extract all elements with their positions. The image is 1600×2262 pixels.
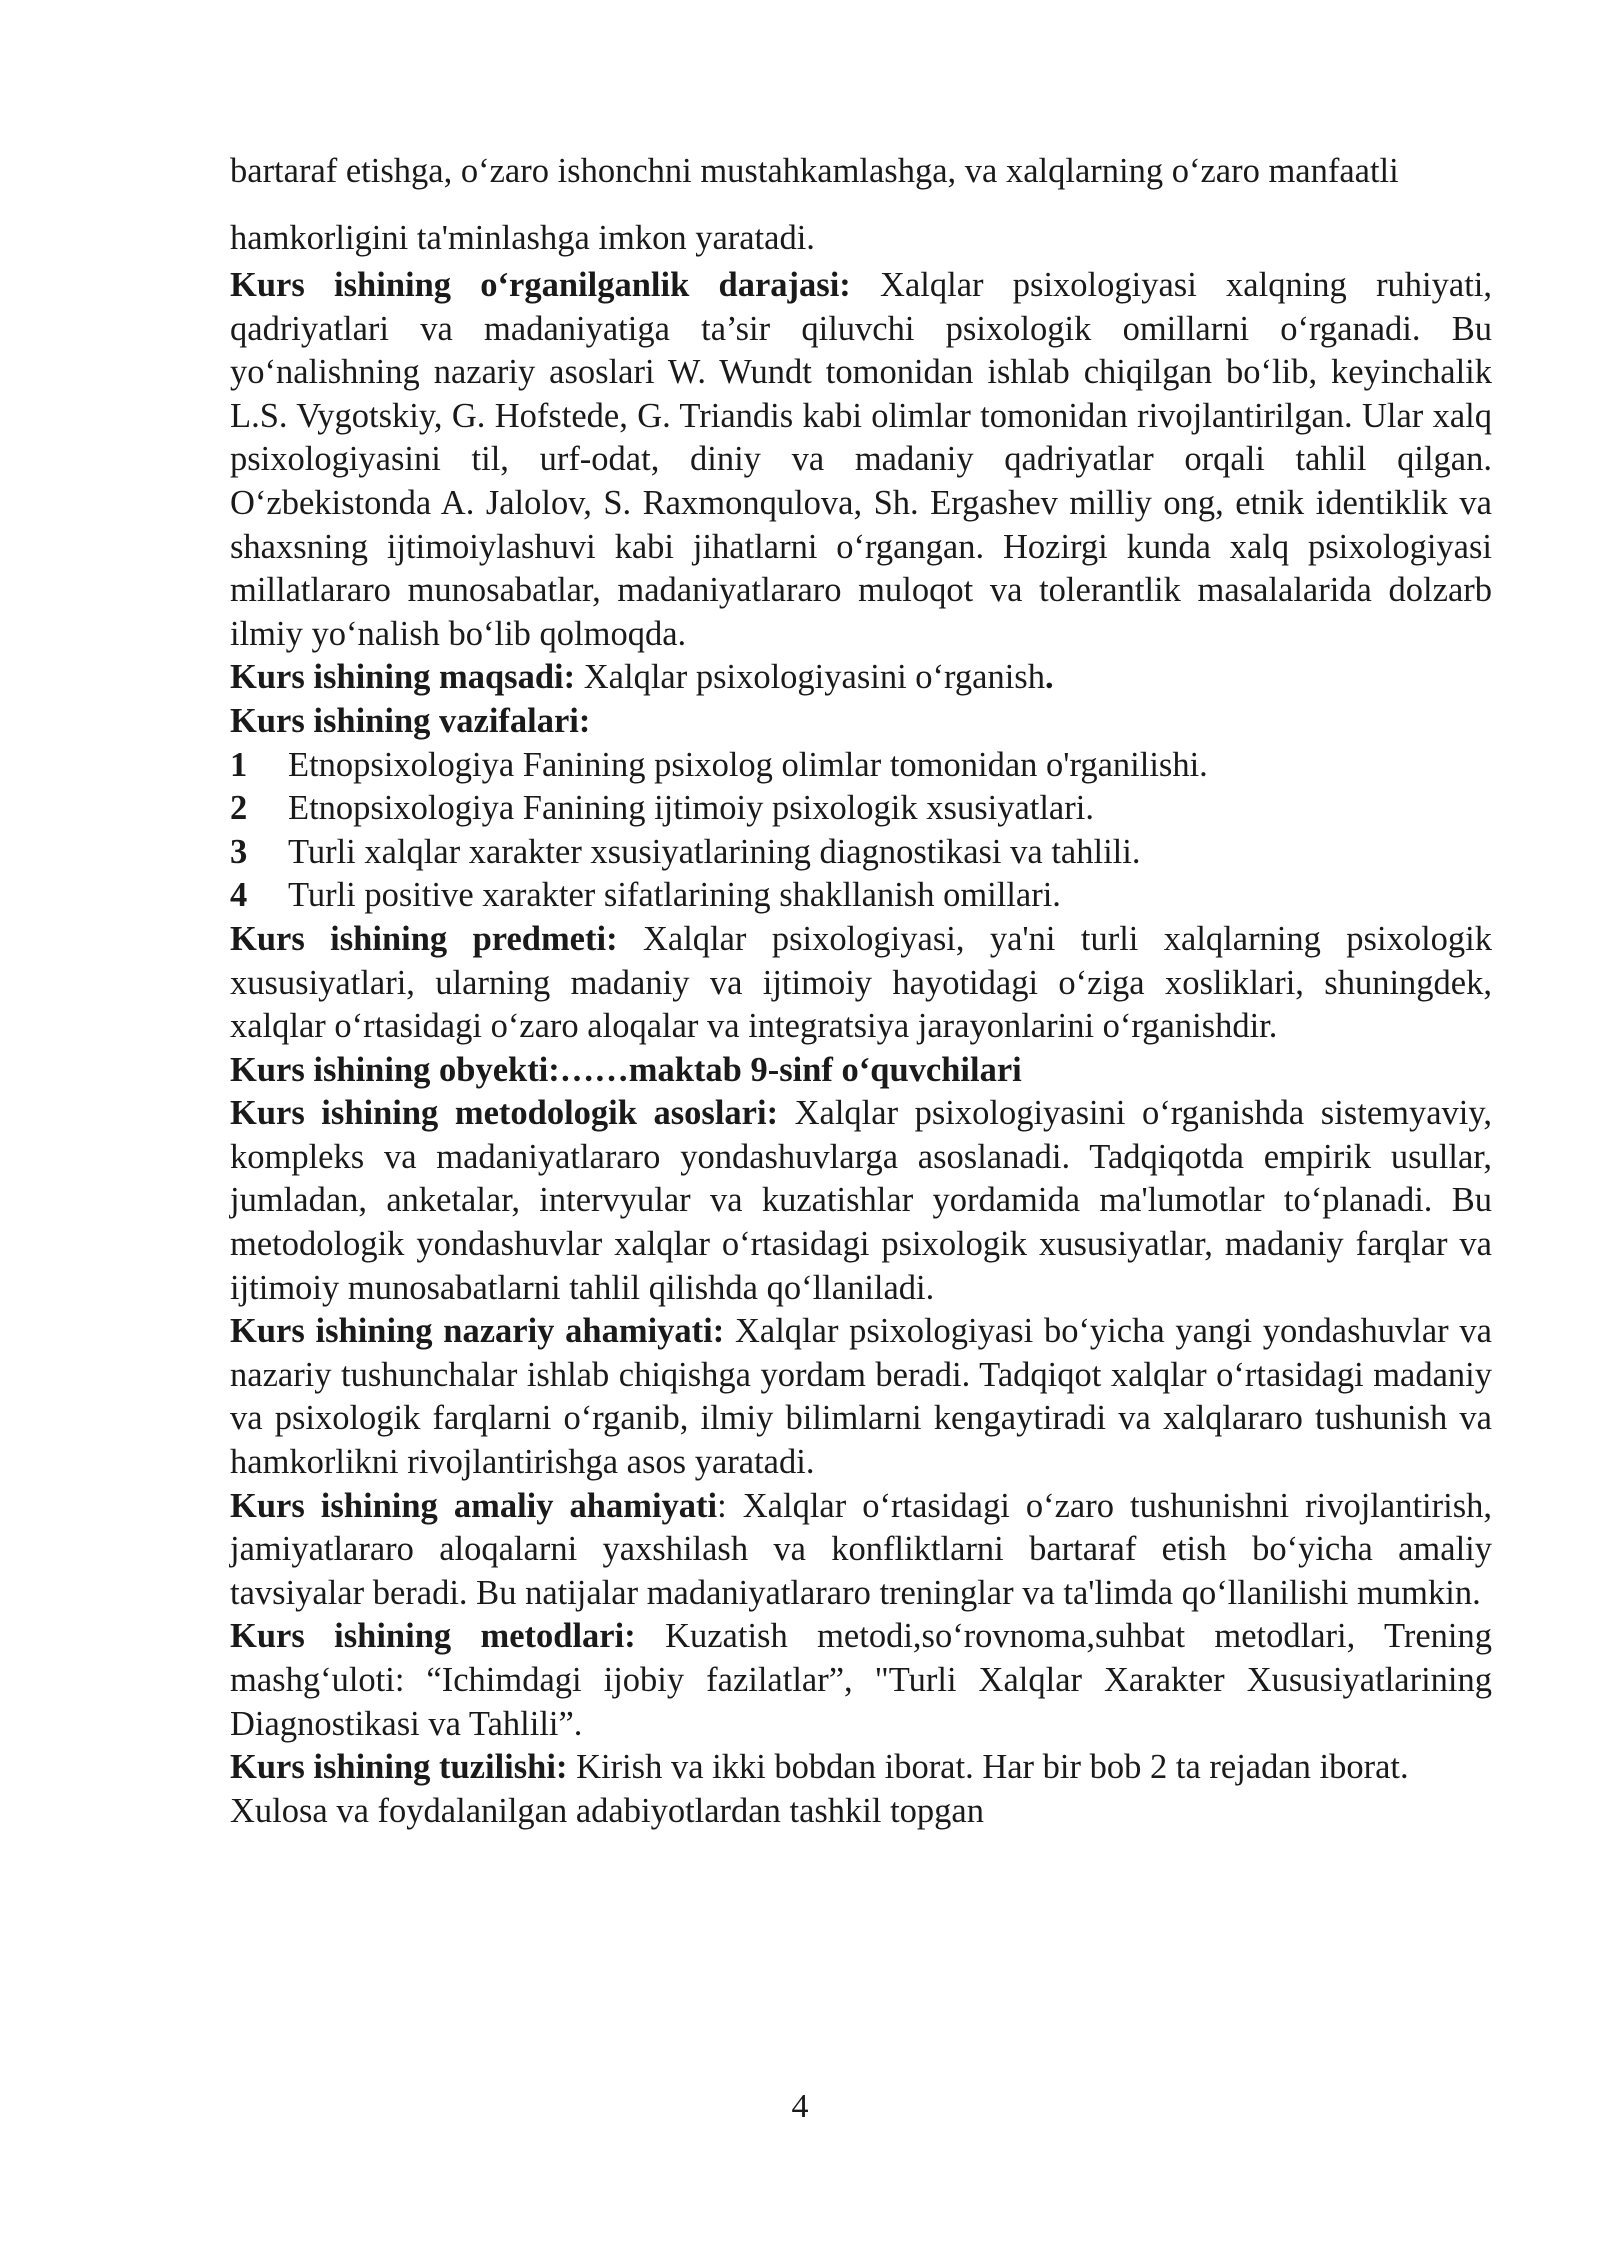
task-text: Turli positive xarakter sifatlarining shakllanish omillari. [288,876,1061,915]
maqsadi-text: Xalqlar psixologiyasini o‘rganish [575,658,1045,697]
intro-paragraph [230,138,1492,272]
obyekti-label: Kurs ishining obyekti:……maktab 9-sinf o‘quvchilari [230,1050,1022,1089]
metodlari-text: Kuzatish metodi,so‘rovnoma,suhbat metodlari, Trening mashg‘uloti: “Ichimdagi ijobiy fazilatlar”, "Turli Xalqlar Xarakter Xususiyatlarining Diagnostikasi va Tahlili”. [230,1617,1492,1743]
task-text: Etnopsixologiya Fanining psixolog olimlar tomonidan o'rganilishi. [288,745,1208,784]
amaliy-label: Kurs ishining amaliy ahamiyati [230,1486,718,1525]
tuzilishi-paragraph [230,1746,1492,1833]
tuzilishi-label: Kurs ishining tuzilishi: [230,1748,568,1787]
obyekti-paragraph [230,1049,1492,1093]
amaliy-paragraph [230,1485,1492,1616]
task-number: 1 [230,745,248,784]
nazariy-paragraph [230,1310,1492,1484]
vazifalari-heading [230,700,1492,744]
tuzilishi-text: Kirish va ikki bobdan iborat. Har bir bob 2 ta rejadan iborat. [567,1748,1409,1787]
maqsadi-end: . [1044,658,1054,697]
task-text: Etnopsixologiya Fanining ijtimoiy psixologik xsusiyatlari. [288,789,1094,828]
predmeti-text: Xalqlar psixologiyasi, ya'ni turli xalqlarning psixologik xususiyatlari, ularning madaniy va ijtimoiy hayotidagi o‘ziga xosliklari, shuningdek, xalqlar o‘rtasidagi o‘zaro aloqalar va integratsiya jarayonlarini o‘rganishdir. [230,919,1492,1046]
predmeti-paragraph [230,918,1492,1049]
nazariy-label: Kurs ishining nazariy ahamiyati: [230,1312,725,1351]
metodologik-paragraph [230,1092,1492,1310]
predmeti-label: Kurs ishining predmeti: [230,919,618,958]
organilganlik-label: Kurs ishining o‘rganilganlik darajasi: [230,266,851,304]
task-item [230,744,1492,788]
metodologik-text: Xalqlar psixologiyasini o‘rganishda sistemyaviy, kompleks va madaniyatlararo yondashuvlarga asoslanadi. Tadqiqotda empirik usullar, jumladan, anketalar, intervyular va kuzatishlar yordamida ma'lumotlar to‘planadi. Bu metodologik yondashuvlar xalqlar o‘rtasidagi psixologik xususiyatlar, madaniy farqlar va ijtimoiy munosabatlarni tahlil qilishda qo‘llaniladi. [230,1094,1492,1307]
task-text: Turli xalqlar xarakter xsusiyatlarining diagnostikasi va tahlili. [288,832,1141,871]
metodlari-paragraph [230,1615,1492,1746]
intro-line-2: hamkorligini ta'minlashga imkon yaratadi. [230,219,815,257]
task-item [230,874,1492,918]
organilganlik-paragraph [230,264,1492,656]
metodlari-label: Kurs ishining metodlari: [230,1617,636,1656]
organilganlik-text: Xalqlar psixologiyasi xalqning ruhiyati, qadriyatlari va madaniyatiga ta’sir qiluvchi psixologik omillarni o‘rganadi. Bu yo‘nalishning nazariy asoslari W. Wundt tomonidan ishlab chiqilgan bo‘lib, keyinchalik L.S. Vygotskiy, G. Hofstede, G. Triandis kabi olimlar tomonidan rivojlantirilgan. Ular xalq psixologiyasini til, urf-odat, diniy va madaniy qadriyatlar orqali tahlil qilgan. O‘zbekistonda A. Jalolov, S. Raxmonqulova, Sh. Ergashev milliy ong, etnik identiklik va shaxsning ijtimoiylashuvi kabi jihatlarni o‘rgangan. Hozirgi kunda xalq psixologiyasi millatlararo munosabatlar, madaniyatlararo muloqot va tolerantlik masalalarida dolzarb ilmiy yo‘nalish bo‘lib qolmoqda. [230,266,1492,653]
maqsadi-paragraph [230,656,1492,700]
page-number: 4 [791,2088,809,2125]
maqsadi-label: Kurs ishining maqsadi: [230,658,576,697]
task-item [230,787,1492,831]
vazifalari-label: Kurs ishining vazifalari: [230,701,591,740]
document-page [230,150,1492,1833]
task-number: 2 [230,789,248,828]
tuzilishi-text-2: Xulosa va foydalanilgan adabiyotlardan tashkil topgan [230,1791,984,1830]
amaliy-text: : Xalqlar o‘rtasidagi o‘zaro tushunishni rivojlantirish, jamiyatlararo aloqalarni yaxshilash va konfliktlarni bartaraf etish bo‘yicha amaliy tavsiyalar beradi. Bu natijalar madaniyatlararo treninglar va ta'limda qo‘llanilishi mumkin. [230,1486,1492,1612]
nazariy-text: Xalqlar psixologiyasi bo‘yicha yangi yondashuvlar va nazariy tushunchalar ishlab chiqishga yordam beradi. Tadqiqot xalqlar o‘rtasidagi madaniy va psixologik farqlarni o‘rganib, ilmiy bilimlarni kengaytiradi va xalqlararo tushunish va hamkorlikni rivojlantirishga asos yaratadi. [230,1312,1492,1482]
intro-line-1: bartaraf etishga, o‘zaro ishonchni mustahkamlashga, va xalqlarning o‘zaro manfaatli [230,152,1399,190]
task-number: 4 [230,876,248,915]
task-number: 3 [230,832,248,871]
metodologik-label: Kurs ishining metodologik asoslari: [230,1094,779,1133]
task-item [230,831,1492,875]
